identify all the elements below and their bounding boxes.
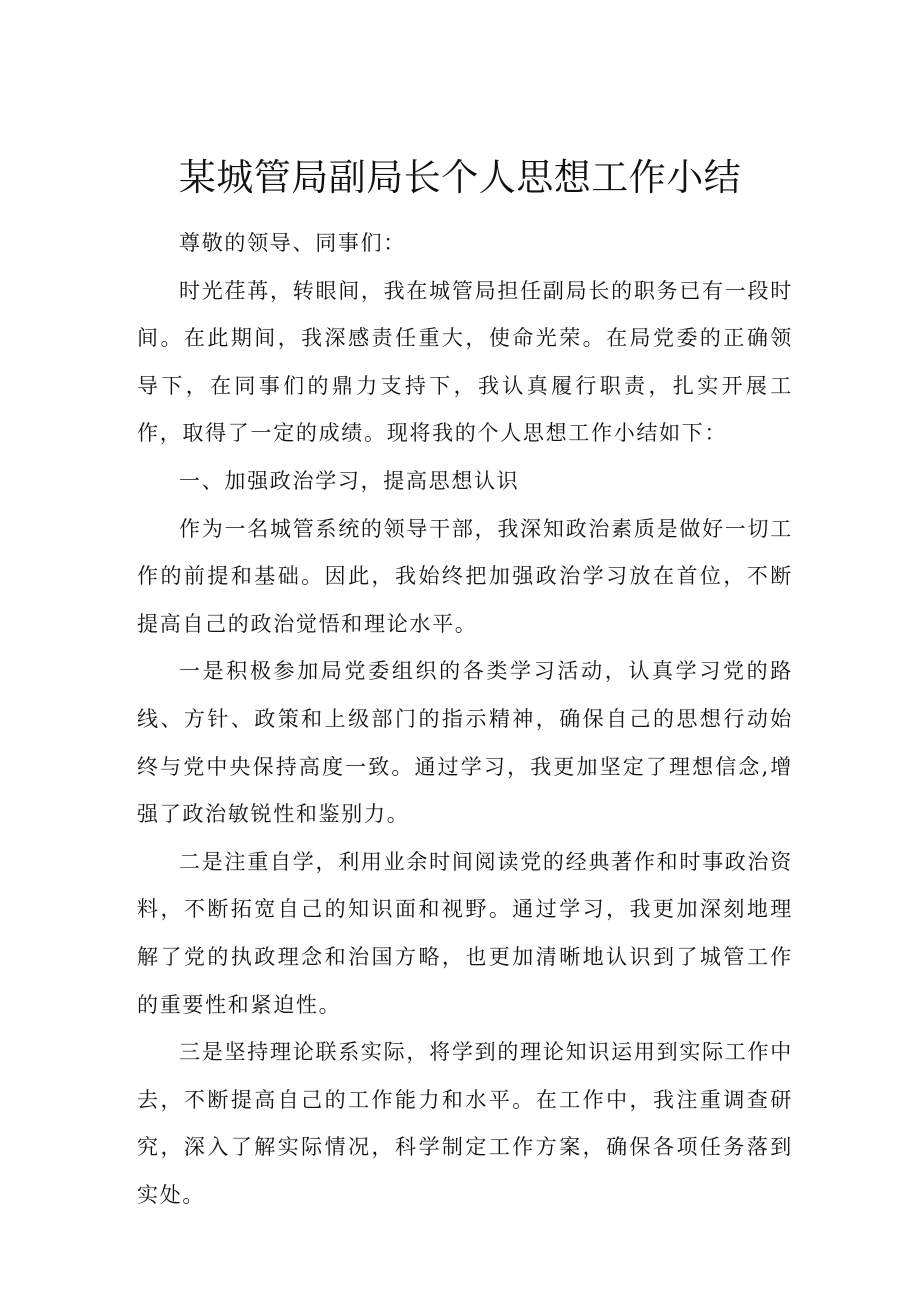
section-heading: 一、加强政治学习，提高思想认识 xyxy=(179,468,520,493)
salutation: 尊敬的领导、同事们： xyxy=(179,231,406,255)
body-paragraph: 一是积极参加局党委组织的各类学习活动，认真学习党的路线、方针、政策和上级部门的指示精神，确保自己的思想行动始终与党中央保持高度一致。通过学习，我更加坚定了理想信念,增强了政治敏锐性和鉴别力。 xyxy=(137,659,793,827)
body-paragraph: 二是注重自学，利用业余时间阅读党的经典著作和时事政治资料，不断拓宽自己的知识面和视野。通过学习，我更加深刻地理解了党的执政理念和治国方略，也更加清晰地认识到了城管工作的重要性和紧迫性。 xyxy=(137,849,793,1017)
document-body xyxy=(137,220,793,1219)
intro-paragraph: 时光荏苒，转眼间，我在城管局担任副局长的职务已有一段时间。在此期间，我深感责任重大，使命光荣。在局党委的正确领导下，在同事们的鼎力支持下，我认真履行职责，扎实开展工作，取得了一定的成绩。现将我的个人思想工作小结如下： xyxy=(137,278,793,446)
body-paragraph: 作为一名城管系统的领导干部，我深知政治素质是做好一切工作的前提和基础。因此，我始终把加强政治学习放在首位，不断提高自己的政治觉悟和理论水平。 xyxy=(137,516,793,636)
body-paragraph: 三是坚持理论联系实际，将学到的理论知识运用到实际工作中去，不断提高自己的工作能力和水平。在工作中，我注重调查研究，深入了解实际情况，科学制定工作方案，确保各项任务落到实处。 xyxy=(137,1040,793,1207)
document-title: 某城管局副局长个人思想工作小结 xyxy=(178,156,742,199)
